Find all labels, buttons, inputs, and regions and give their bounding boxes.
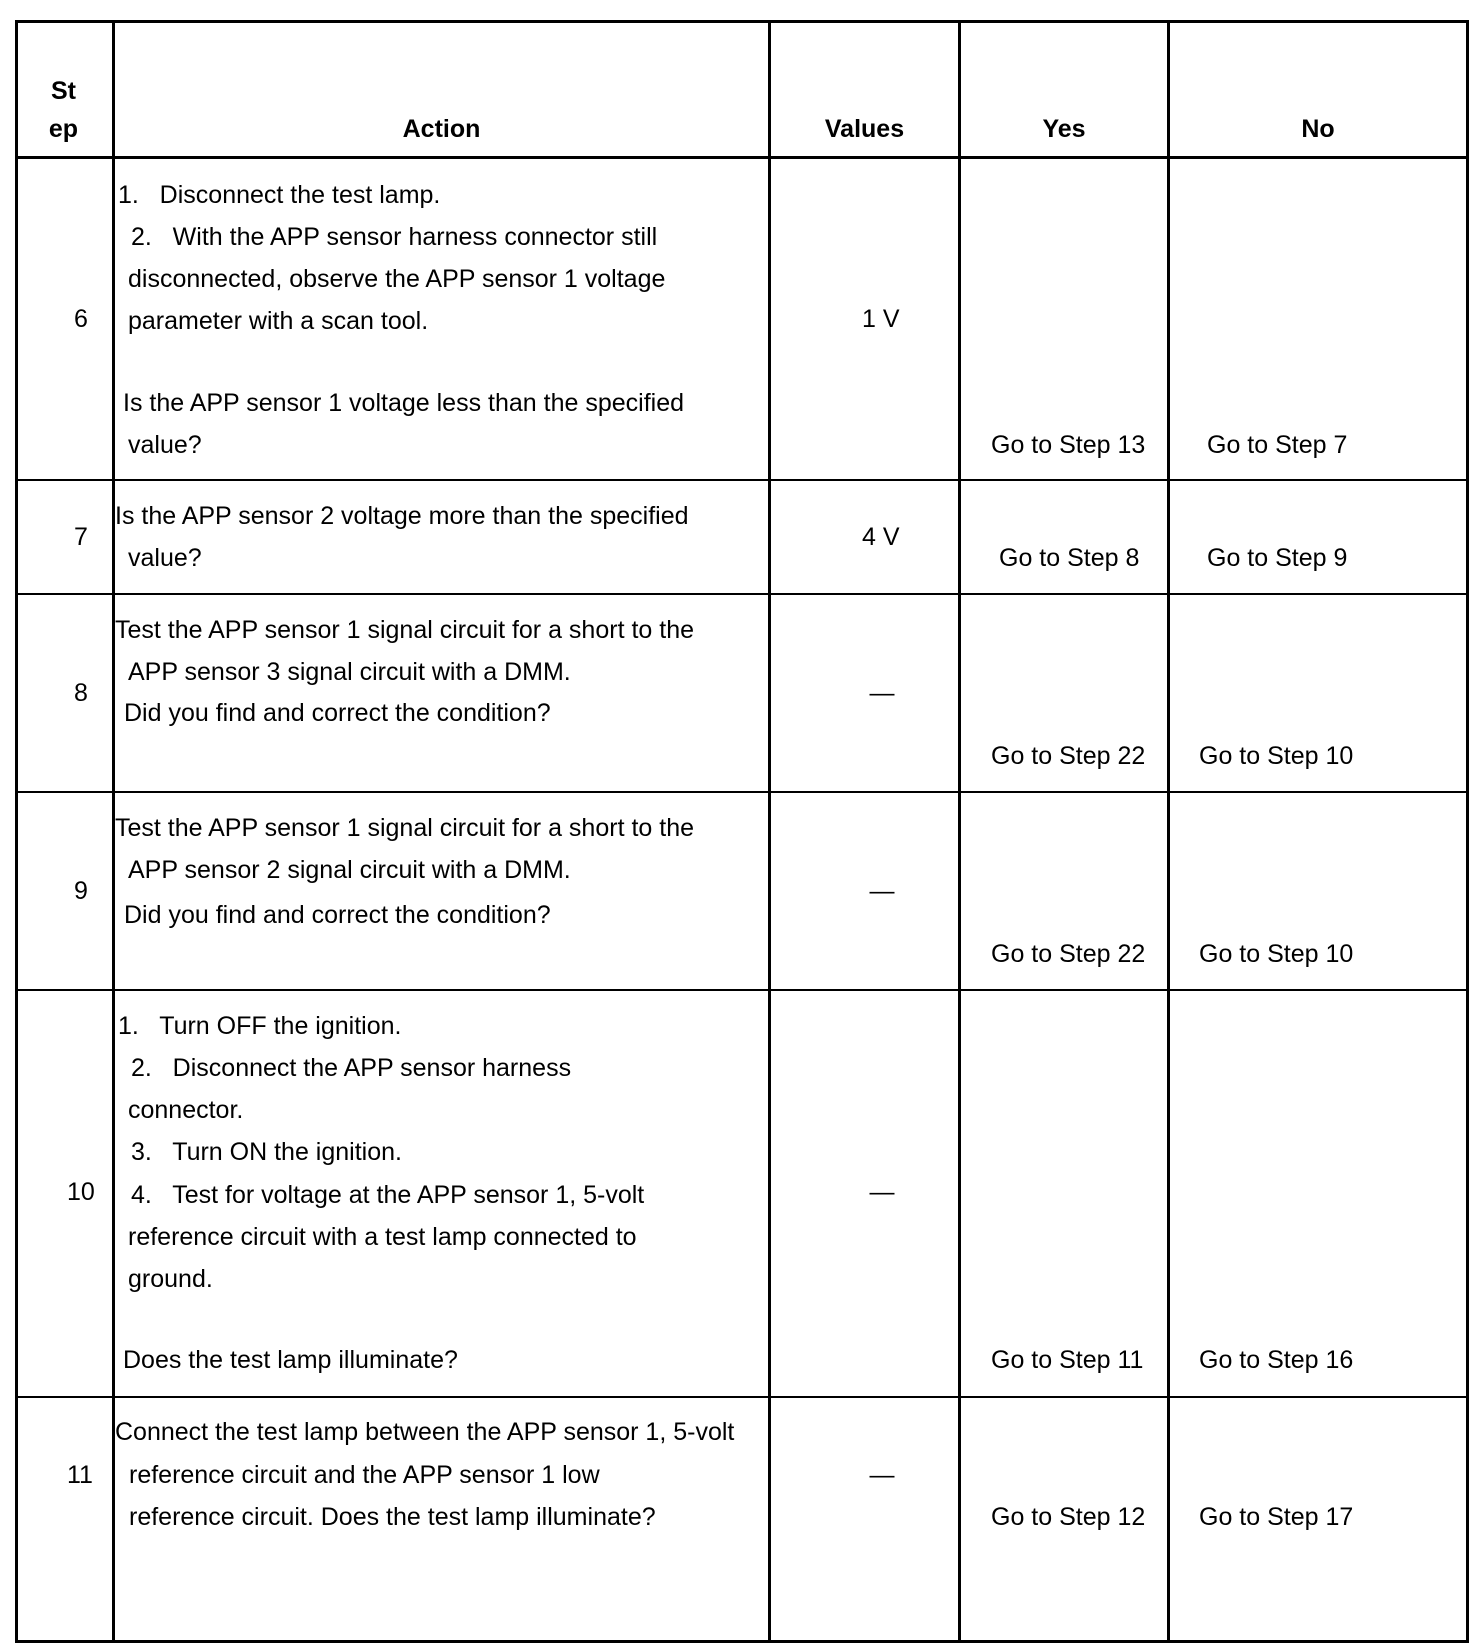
yes-cell: Go to Step 13 bbox=[991, 431, 1146, 459]
table-border-bottom bbox=[15, 1640, 1469, 1643]
action-line: reference circuit and the APP sensor 1 low bbox=[129, 1461, 600, 1489]
action-line: connector. bbox=[128, 1096, 244, 1124]
step-number: 10 bbox=[67, 1178, 95, 1206]
value-cell: — bbox=[869, 877, 895, 905]
action-line: 4. Test for voltage at the APP sensor 1, 5-volt bbox=[131, 1181, 645, 1209]
column-divider-action bbox=[768, 20, 771, 1643]
header-step: ep bbox=[48, 115, 79, 143]
no-cell: Go to Step 9 bbox=[1207, 544, 1348, 572]
value-cell: 4 V bbox=[862, 523, 900, 551]
action-line: APP sensor 3 signal circuit with a DMM. bbox=[128, 658, 571, 686]
yes-cell: Go to Step 22 bbox=[991, 940, 1146, 968]
action-line: Is the APP sensor 2 voltage more than the specified bbox=[115, 502, 689, 530]
header-no: No bbox=[1301, 115, 1335, 143]
action-line: reference circuit with a test lamp connected to bbox=[128, 1223, 637, 1251]
action-line: Did you find and correct the condition? bbox=[124, 699, 551, 727]
no-cell: Go to Step 10 bbox=[1199, 940, 1354, 968]
no-cell: Go to Step 7 bbox=[1207, 431, 1348, 459]
action-line: ground. bbox=[128, 1265, 213, 1293]
yes-cell: Go to Step 11 bbox=[991, 1346, 1144, 1374]
table-border-top bbox=[15, 20, 1469, 23]
action-line: Does the test lamp illuminate? bbox=[123, 1346, 458, 1374]
row-divider bbox=[15, 989, 1469, 991]
action-line: Is the APP sensor 1 voltage less than the specified bbox=[123, 389, 684, 417]
step-number: 6 bbox=[74, 305, 88, 333]
no-cell: Go to Step 16 bbox=[1199, 1346, 1354, 1374]
action-line: 1. Turn OFF the ignition. bbox=[118, 1012, 402, 1040]
value-cell: — bbox=[869, 1178, 895, 1206]
value-cell: — bbox=[869, 679, 895, 707]
row-divider bbox=[15, 479, 1469, 481]
row-divider bbox=[15, 791, 1469, 793]
action-line: parameter with a scan tool. bbox=[128, 307, 429, 335]
action-line: Did you find and correct the condition? bbox=[124, 901, 551, 929]
step-number: 11 bbox=[67, 1461, 93, 1489]
action-line: 3. Turn ON the ignition. bbox=[131, 1138, 402, 1166]
header-step: St bbox=[51, 77, 76, 105]
step-number: 8 bbox=[74, 679, 88, 707]
value-cell: 1 V bbox=[862, 305, 900, 333]
table-border-right bbox=[1466, 20, 1469, 1643]
header-yes: Yes bbox=[1042, 115, 1086, 143]
table-border-left bbox=[15, 20, 18, 1643]
action-line: 2. Disconnect the APP sensor harness bbox=[131, 1054, 572, 1082]
yes-cell: Go to Step 8 bbox=[999, 544, 1140, 572]
column-divider-values bbox=[958, 20, 961, 1643]
step-number: 9 bbox=[74, 877, 88, 905]
action-line: disconnected, observe the APP sensor 1 voltage bbox=[128, 265, 666, 293]
header-values: Values bbox=[824, 115, 905, 143]
action-line: 1. Disconnect the test lamp. bbox=[118, 181, 441, 209]
row-divider bbox=[15, 1396, 1469, 1398]
action-line: reference circuit. Does the test lamp illuminate? bbox=[129, 1503, 656, 1531]
action-line: APP sensor 2 signal circuit with a DMM. bbox=[128, 856, 571, 884]
action-line: value? bbox=[128, 431, 202, 459]
column-divider-yes bbox=[1167, 20, 1170, 1643]
action-line: Test the APP sensor 1 signal circuit for a short to the bbox=[115, 616, 695, 644]
row-divider bbox=[15, 593, 1469, 595]
no-cell: Go to Step 10 bbox=[1199, 742, 1354, 770]
step-number: 7 bbox=[74, 523, 88, 551]
value-cell: — bbox=[869, 1461, 895, 1489]
yes-cell: Go to Step 22 bbox=[991, 742, 1146, 770]
yes-cell: Go to Step 12 bbox=[991, 1503, 1146, 1531]
header-divider bbox=[15, 156, 1469, 159]
no-cell: Go to Step 17 bbox=[1199, 1503, 1354, 1531]
action-line: value? bbox=[128, 544, 202, 572]
action-line: Connect the test lamp between the APP sensor 1, 5-volt bbox=[115, 1418, 735, 1446]
action-line: Test the APP sensor 1 signal circuit for a short to the bbox=[115, 814, 695, 842]
header-action: Action bbox=[402, 115, 481, 143]
action-line: 2. With the APP sensor harness connector still bbox=[131, 223, 658, 251]
